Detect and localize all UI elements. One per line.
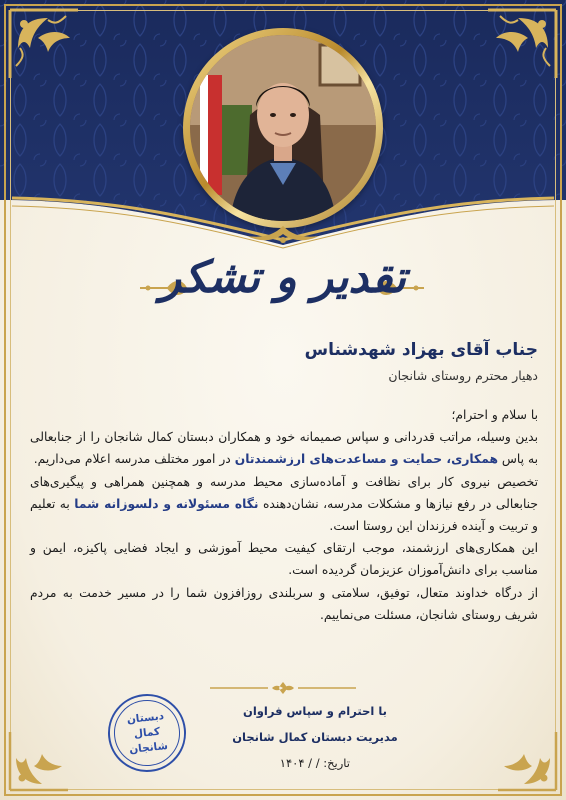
paragraph-4: از درگاه خداوند متعال، توفیق، سلامتی و سربلندی روزافزون شما را در مسیر خدمت به مردم شریف روستای شانجان، مسئلت می‌نماییم. (30, 585, 538, 622)
seal-line-1: دبستان (126, 709, 165, 726)
portrait-frame (183, 28, 383, 228)
date-label: تاریخ: (323, 756, 350, 770)
recipient-name: جناب آقای بهزاد شهدشناس (304, 340, 538, 360)
paragraph-1-part-a: بدین وسیله، مراتب قدردانی و سپاس صمیمانه خود و همکاران دبستان کمال شانجان را از جنابعالی به پاس (30, 430, 538, 467)
paragraph-1-part-b: در امور مختلف مدرسه اعلام می‌داریم. (33, 452, 235, 467)
corner-ornament-top-right (478, 8, 558, 88)
corner-ornament-bottom-right (488, 722, 558, 792)
seal-line-2: کمال (133, 725, 161, 740)
portrait-photo (190, 35, 376, 221)
recipient-title: دهیار محترم روستای شانجان (388, 368, 538, 383)
paragraph-2-highlight: نگاه مسئولانه و دلسوزانه شما (74, 496, 259, 511)
certificate-title: تقدیر و تشکر (159, 252, 407, 303)
closing-phrase: با احترام و سپاس فراوان (243, 704, 387, 718)
corner-ornament-top-left (8, 8, 88, 88)
date-line (230, 756, 350, 770)
paragraph-3: این همکاری‌های ارزشمند، موجب ارتقای کیفیت محیط آموزشی و ایجاد فضایی پاکیزه، ایمن و مناسب برای دانش‌آموزان عزیزمان گردیده است. (30, 541, 538, 578)
paragraph-1 (30, 426, 538, 470)
paragraph-2-part-b: به تعلیم و تربیت و آینده فرزندان این روستا است. (30, 496, 538, 534)
paragraph-2-part-a: تخصیص نیروی کار برای نظافت و آماده‌سازی محیط مدرسه و همچنین همراهی و پیگیری‌های جنابعالی در رفع نیازها و مشکلات مدرسه، نشان‌دهنده (30, 474, 538, 511)
signer-name: مدیریت دبستان کمال شانجان (232, 730, 398, 744)
certificate-body (30, 404, 538, 626)
paragraph-1-highlight: همکاری، حمایت و مساعدت‌های ارزشمندتان (234, 452, 498, 467)
greeting: با سلام و احترام؛ (451, 408, 538, 422)
date-value: / / ۱۴۰۴ (279, 756, 320, 770)
arch-ornament (243, 222, 323, 248)
corner-ornament-bottom-left (8, 722, 78, 792)
seal-line-3: شانجان (128, 739, 169, 756)
signature-divider-ornament (208, 680, 358, 696)
paragraph-2 (30, 471, 538, 538)
